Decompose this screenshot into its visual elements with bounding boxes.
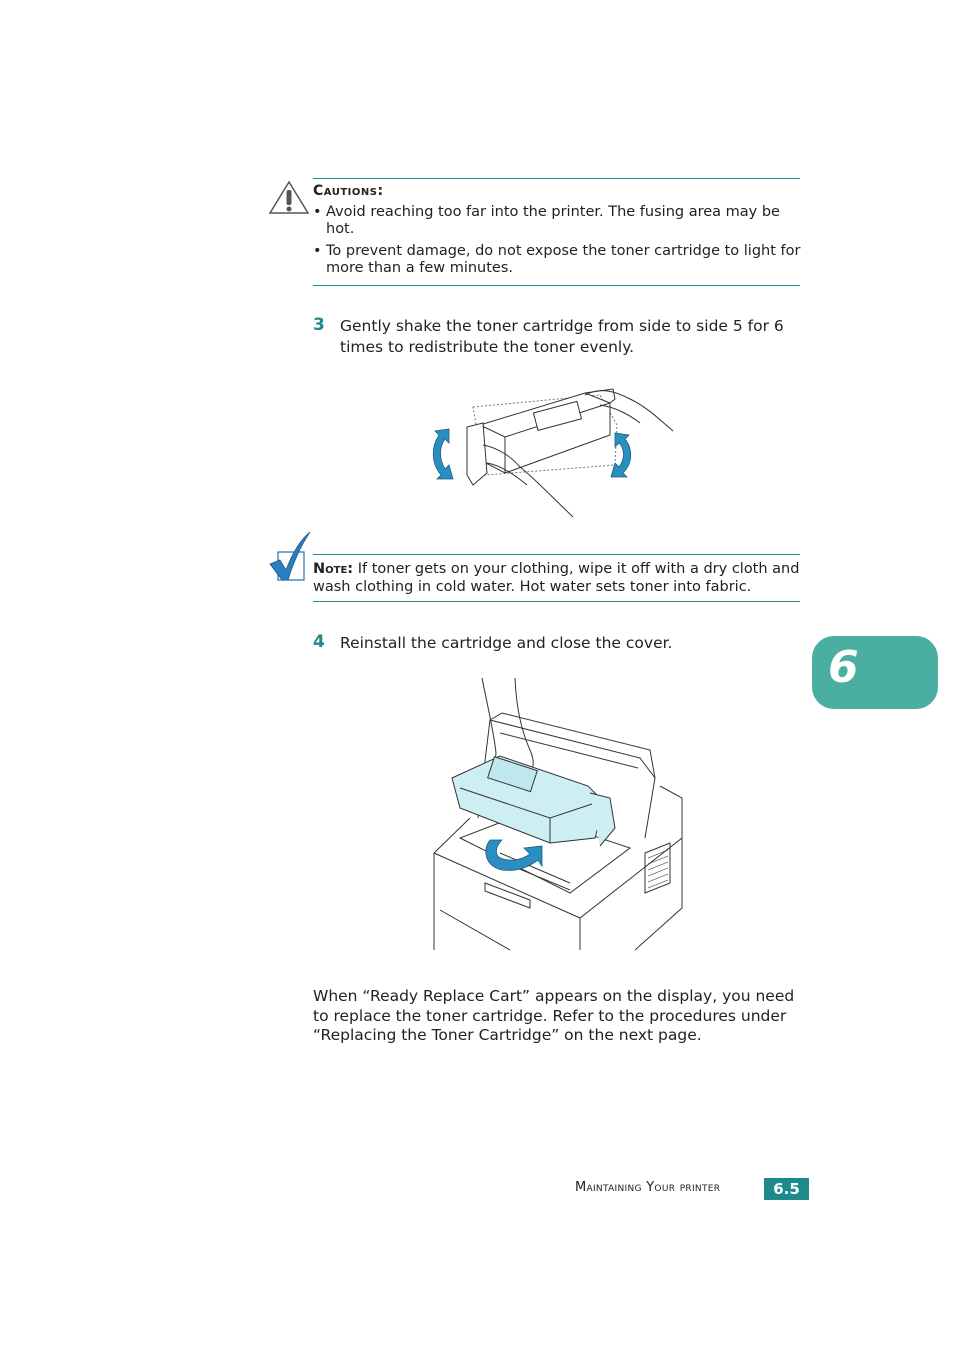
note-top-rule [313,554,800,555]
caution-item-text: Avoid reaching too far into the printer. The fusing area may be hot. [326,204,780,237]
note-body [313,560,800,596]
note-bottom-rule [313,601,800,602]
chapter-tab-number: 6 [828,642,859,693]
cautions-title: Cautions: [313,183,384,199]
closing-paragraph: When “Ready Replace Cart” appears on the display, you need to replace the toner cartridge. Refer to the procedures under “Replacing the Toner Cartridge” on the next page. [313,987,795,1044]
checkmark-icon [268,530,312,584]
chapter-tab [812,636,938,709]
note-text: If toner gets on your clothing, wipe it off with a dry cloth and wash clothing in cold water. Hot water sets toner into fabric. [313,561,800,595]
warning-icon [268,180,310,216]
shake-cartridge-illustration [425,385,685,525]
reinstall-cartridge-illustration [430,678,690,953]
step-text: Reinstall the cartridge and close the cover. [340,634,673,652]
footer-section-title: Maintaining Your printer [575,1180,721,1195]
caution-item-text: To prevent damage, do not expose the toner cartridge to light for more than a few minutes. [326,243,801,276]
page-number: 6.5 [764,1178,809,1200]
cautions-bottom-rule [313,285,800,286]
note-label: Note: [313,561,354,577]
step-number: 3 [313,315,325,335]
cautions-top-rule [313,178,800,179]
step-text: Gently shake the toner cartridge from side to side 5 for 6 times to redistribute the toner evenly. [340,317,784,356]
caution-item: • To prevent damage, do not expose the toner cartridge to light for more than a few minutes. [313,243,803,279]
step-number: 4 [313,632,325,652]
caution-item: • Avoid reaching too far into the printer. The fusing area may be hot. [313,204,803,240]
